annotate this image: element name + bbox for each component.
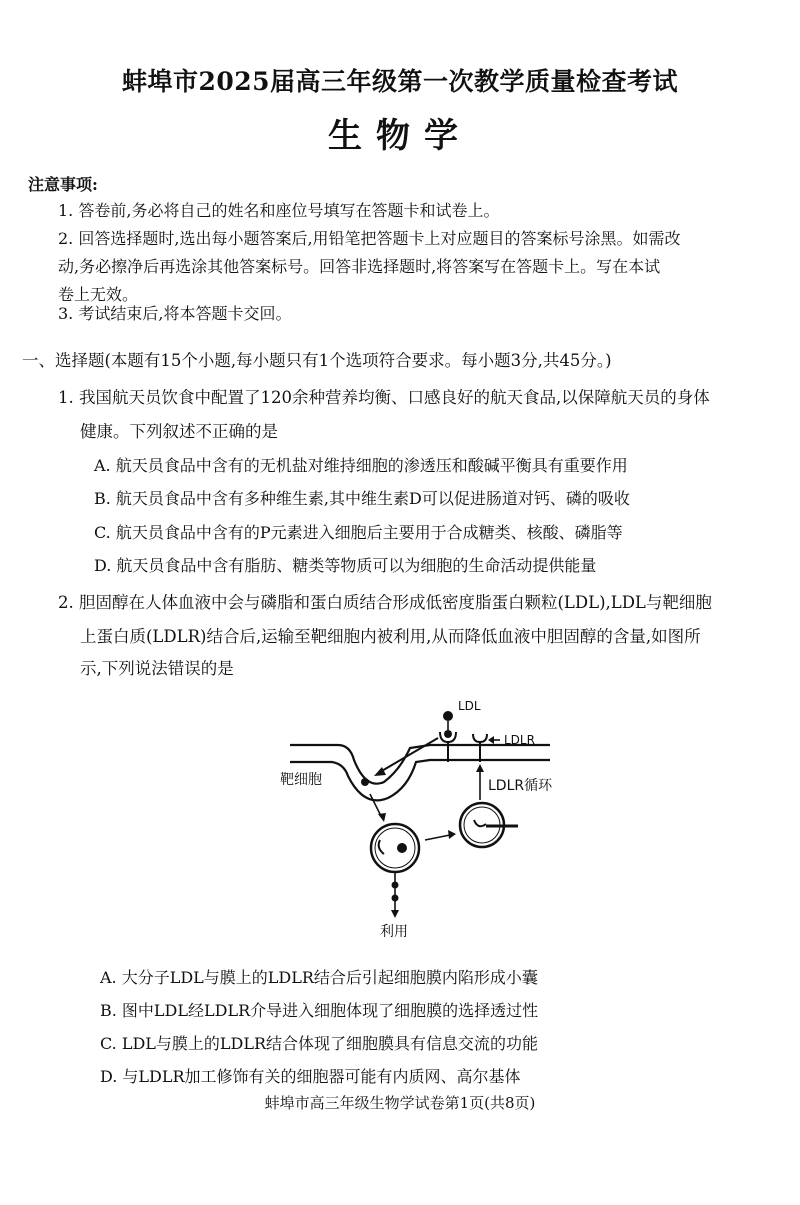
page-footer: 蚌埠市高三年级生物学试卷第1页(共8页) [264,1094,536,1112]
q2-option-b: B. 图中LDL经LDLR介导进入细胞体现了细胞膜的选择透过性 [100,1001,539,1020]
pit-arrow [380,738,438,772]
q2-option-d: D. 与LDLR加工修饰有关的细胞器可能有内质网、高尔基体 [100,1067,521,1086]
cycle-up-arrowhead [476,764,484,772]
use-dot-2 [392,895,399,902]
vesicle-arrowhead [378,813,386,822]
q1-option-d: D. 航天员食品中含有脂肪、糖类等物质可以为细胞的生命活动提供能量 [94,556,597,575]
recycle-arrow [425,835,450,840]
ldl-endocytosis-diagram [270,690,570,940]
q1-option-a: A. 航天员食品中含有的无机盐对维持细胞的渗透压和酸碱平衡具有重要作用 [94,456,628,475]
notice-item-2-cont: 动,务必擦净后再选涂其他答案标号。回答非选择题时,将答案写在答题卡上。写在本试 [58,257,661,276]
q1-stem-line1: 1. 我国航天员饮食中配置了120余种营养均衡、口感良好的航天食品,以保障航天员的身体 [58,388,710,407]
ldl-bound-particle [444,730,452,738]
notice-item-2-cont2: 卷上无效。 [58,285,139,304]
label-ldlr: LDLR [504,733,535,747]
q2-option-c: C. LDL与膜上的LDLR结合体现了细胞膜具有信息交流的功能 [100,1034,539,1053]
label-target-cell: 靶细胞 [280,772,322,788]
ldlr-label-arrowhead [488,736,494,744]
use-dot-1 [392,882,399,889]
vesicle-ldl [397,843,407,853]
ldl-particle [443,711,453,721]
exam-title: 蚌埠市2025届高三年级第一次教学质量检查考试 [121,67,679,96]
q1-option-c: C. 航天员食品中含有的P元素进入细胞后主要用于合成糖类、核酸、磷脂等 [94,523,623,542]
subject-title: 生物学 [328,116,472,156]
label-utilization: 利用 [380,924,408,940]
q2-stem-line2: 上蛋白质(LDLR)结合后,运输至靶细胞内被利用,从而降低血液中胆固醇的含量,如图所 [80,627,701,646]
pit-arrowhead [374,767,386,776]
notice-item-1: 1. 答卷前,务必将自己的姓名和座位号填写在答题卡和试卷上。 [58,201,500,220]
q2-stem-line3: 示,下列说法错误的是 [80,659,234,678]
ldl-in-pit [361,778,369,786]
notice-item-3: 3. 考试结束后,将本答题卡交回。 [58,304,292,323]
label-ldl: LDL [458,699,481,713]
section-heading: 一、选择题(本题有15个小题,每小题只有1个选项符合要求。每小题3分,共45分。) [22,351,612,370]
recycling-receptor [474,820,486,826]
q2-option-a: A. 大分子LDL与膜上的LDLR结合后引起细胞膜内陷形成小囊 [100,968,538,987]
q1-option-b: B. 航天员食品中含有多种维生素,其中维生素D可以促进肠道对钙、磷的吸收 [94,489,630,508]
q2-stem-line1: 2. 胆固醇在人体血液中会与磷脂和蛋白质结合形成低密度脂蛋白颗粒(LDL),LDL与靶细胞 [58,593,712,612]
recycle-arrowhead [448,830,456,839]
label-ldlr-cycle: LDLR循环 [488,778,553,794]
notice-item-2: 2. 回答选择题时,选出每小题答案后,用铅笔把答题卡上对应题目的答案标号涂黑。如需改 [58,229,681,248]
endocytic-vesicle-inner [375,828,415,868]
vesicle-receptor [379,840,384,854]
q1-stem-line2: 健康。下列叙述不正确的是 [80,422,278,441]
use-arrowhead [391,910,399,918]
notice-heading: 注意事项: [28,175,98,194]
ldlr-free-receptor [473,734,487,742]
